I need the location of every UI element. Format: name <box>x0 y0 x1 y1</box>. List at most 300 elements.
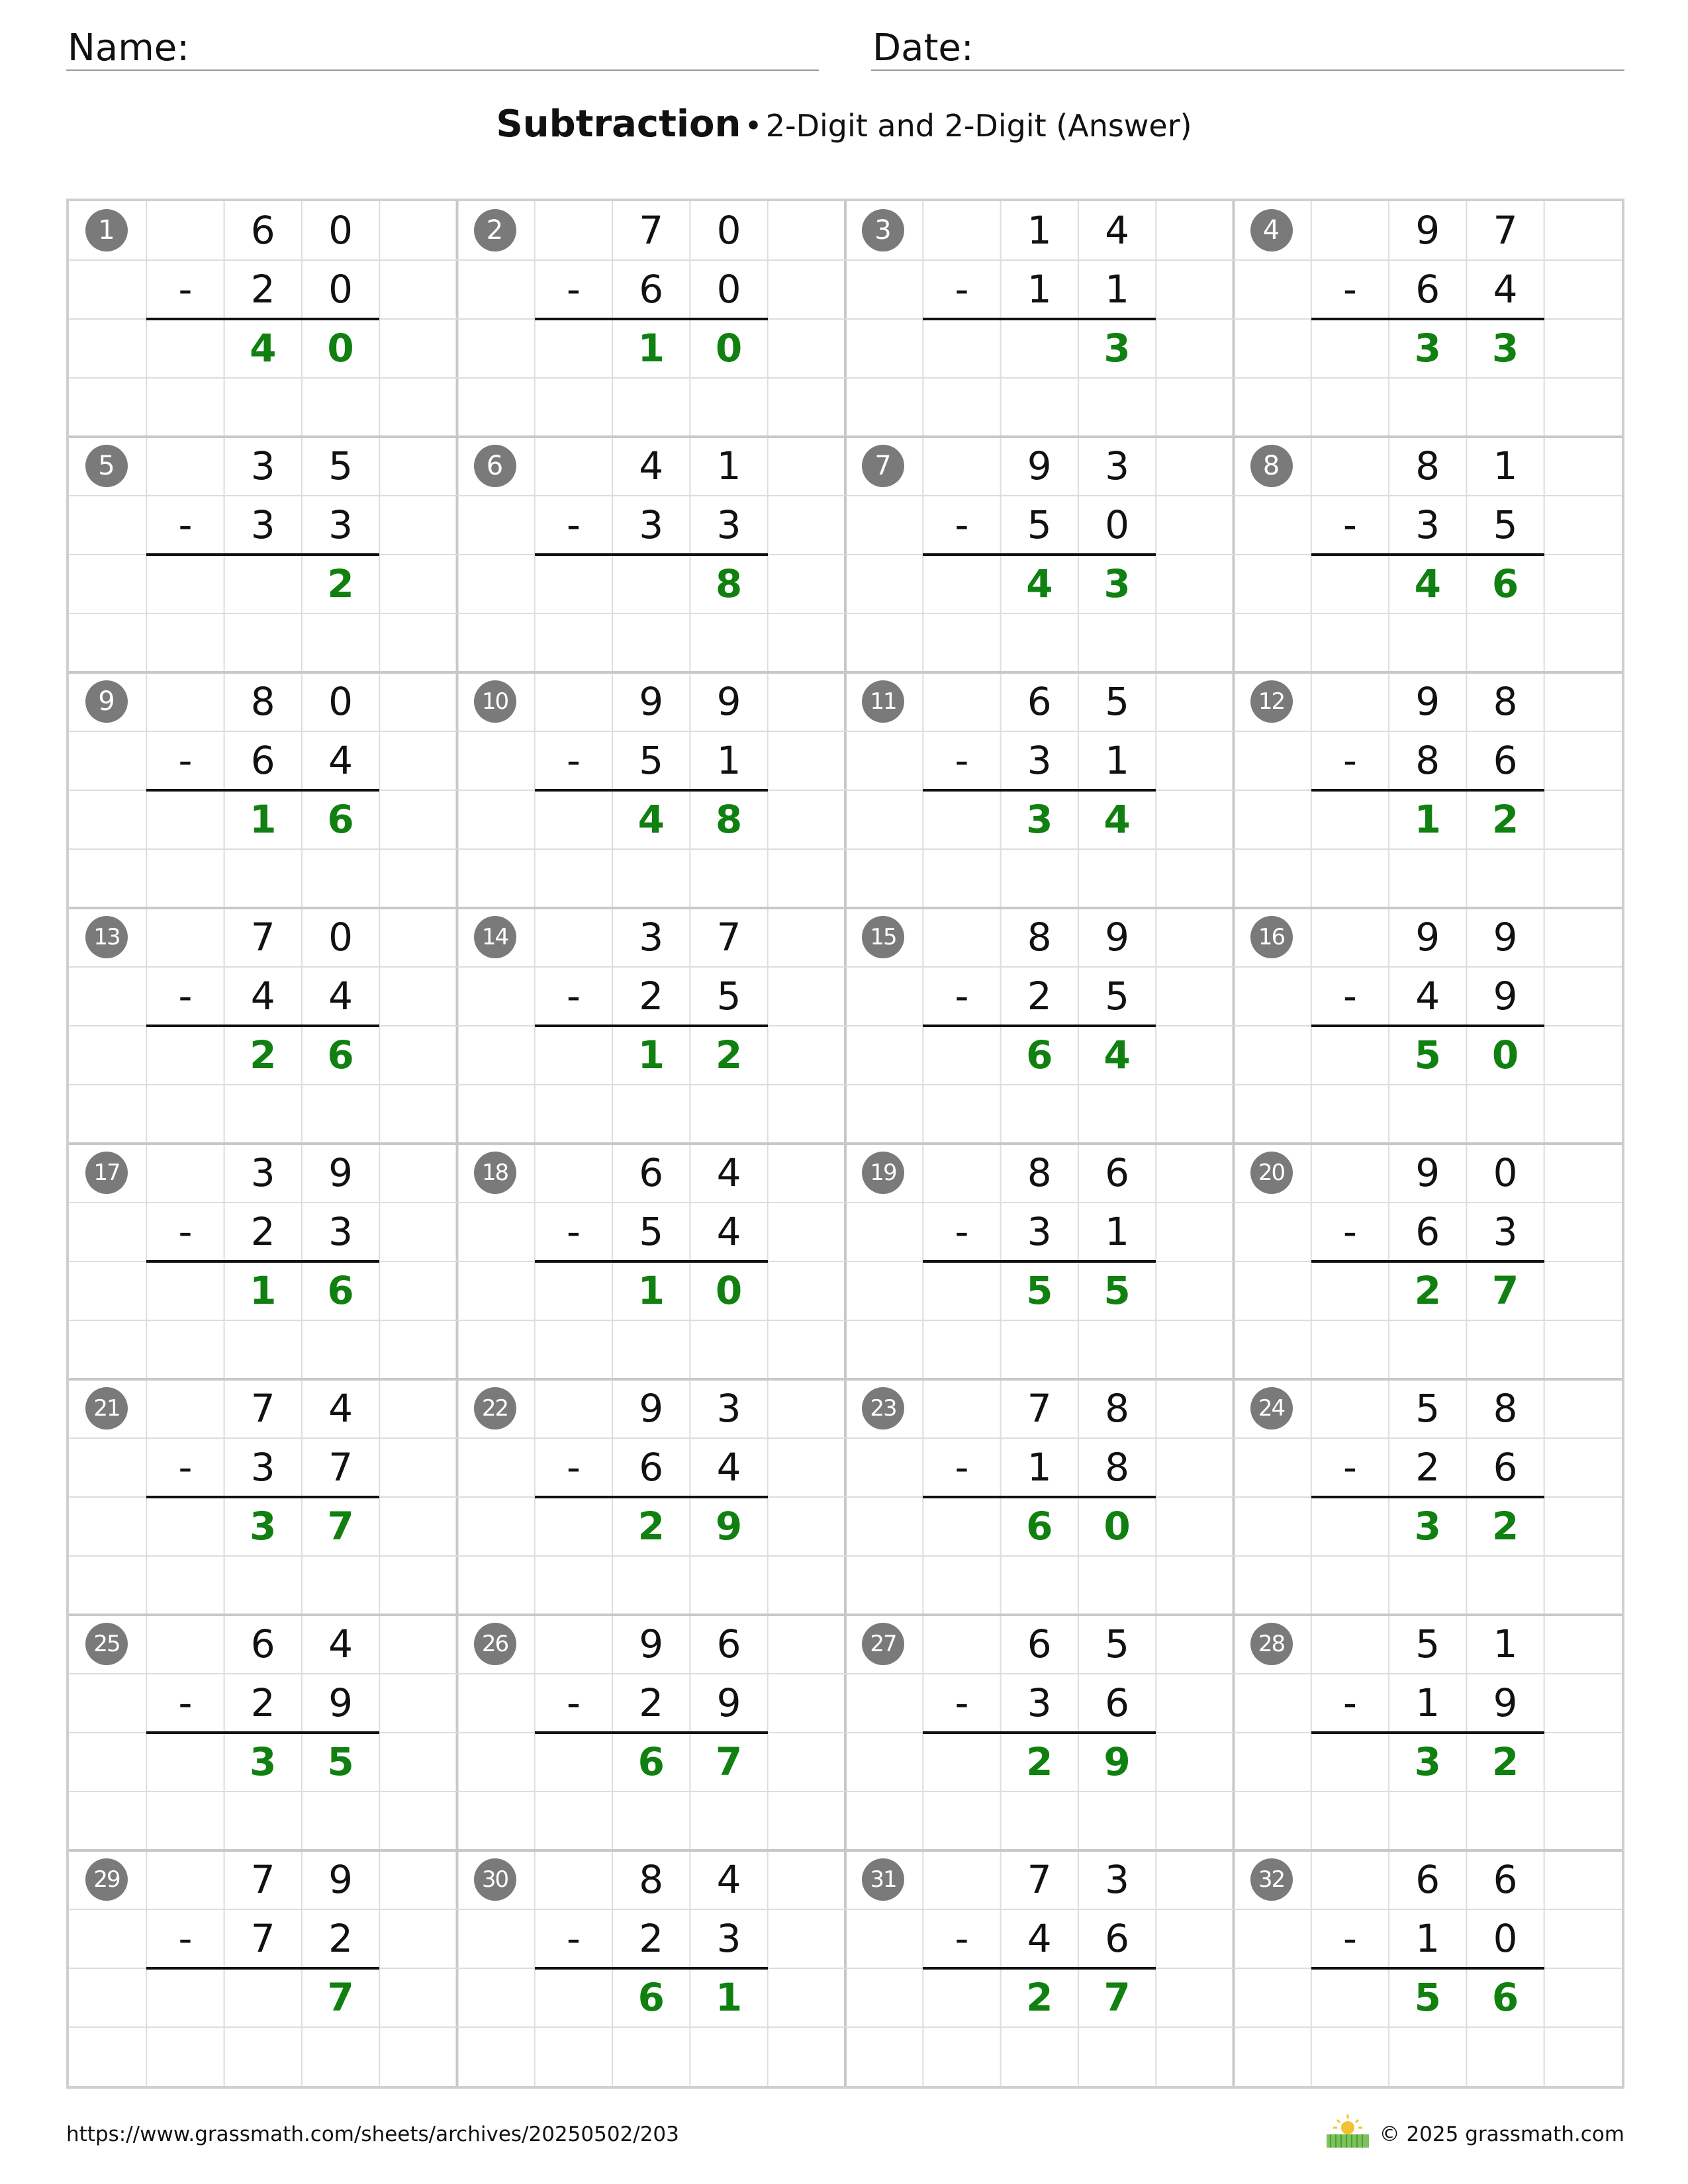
minus-sign: - <box>955 1209 969 1254</box>
subtrahend-digit: 4 <box>1415 974 1440 1019</box>
minus-sign: - <box>1342 267 1357 312</box>
answer-rule-line <box>1311 1967 1544 1970</box>
answer-digit <box>1001 319 1078 378</box>
answer-digit: 1 <box>637 1032 665 1077</box>
minus-sign: - <box>566 1445 581 1490</box>
minuend-digit: 0 <box>328 208 353 253</box>
problem-number-badge: 29 <box>85 1858 128 1901</box>
problem-number-badge: 14 <box>474 916 516 958</box>
minuend-digit: 9 <box>1415 915 1440 960</box>
answer-digit: 3 <box>1414 1504 1441 1549</box>
answer-digit: 0 <box>327 326 354 371</box>
answer-rule-line <box>923 1024 1156 1027</box>
minus-sign: - <box>566 267 581 312</box>
minus-sign: - <box>1342 738 1357 783</box>
answer-digit: 2 <box>1026 1975 1053 2020</box>
subtrahend-digit: 3 <box>250 502 275 547</box>
problem-number-badge: 2 <box>474 209 516 251</box>
problem-26 <box>457 1615 847 1851</box>
answer-rule-line <box>146 553 379 556</box>
problem-17 <box>69 1144 459 1380</box>
problem-number-badge: 17 <box>85 1152 128 1194</box>
name-field[interactable] <box>66 20 819 71</box>
answer-rule-line <box>535 1260 768 1263</box>
problem-number-badge: 3 <box>862 209 904 251</box>
answer-rule-line <box>535 789 768 792</box>
minuend-digit: 9 <box>716 679 741 724</box>
problem-number-badge: 26 <box>474 1623 516 1665</box>
minuend-digit: 1 <box>1027 208 1052 253</box>
minuend-digit: 6 <box>1027 679 1052 724</box>
subtrahend-digit: 5 <box>639 738 664 783</box>
problem-number-badge: 19 <box>862 1152 904 1194</box>
problem-number-badge: 32 <box>1250 1858 1293 1901</box>
subtrahend-digit: 5 <box>1027 502 1052 547</box>
minuend-digit: 9 <box>639 1621 664 1666</box>
problem-number-badge: 18 <box>474 1152 516 1194</box>
subtrahend-digit: 3 <box>1415 502 1440 547</box>
subtrahend-digit: 5 <box>1105 974 1129 1019</box>
subtrahend-digit: 6 <box>1493 1445 1518 1490</box>
minus-sign: - <box>1342 1680 1357 1725</box>
minuend-digit: 5 <box>1415 1621 1440 1666</box>
answer-digit: 6 <box>637 1739 665 1784</box>
problem-number-badge: 22 <box>474 1387 516 1430</box>
subtrahend-digit: 6 <box>639 1445 664 1490</box>
subtrahend-digit: 0 <box>716 267 741 312</box>
subtrahend-digit: 4 <box>716 1209 741 1254</box>
problem-4 <box>1234 201 1624 437</box>
answer-digit: 2 <box>1491 1504 1519 1549</box>
answer-digit: 5 <box>1026 1268 1053 1313</box>
subtrahend-digit: 3 <box>639 502 664 547</box>
problem-number-badge: 25 <box>85 1623 128 1665</box>
problem-25 <box>69 1615 459 1851</box>
minuend-digit: 0 <box>716 208 741 253</box>
problem-11 <box>845 672 1235 909</box>
problem-number-badge: 21 <box>85 1387 128 1430</box>
subtrahend-digit: 9 <box>1493 974 1518 1019</box>
minus-sign: - <box>1342 1209 1357 1254</box>
subtrahend-digit: 4 <box>250 974 275 1019</box>
minuend-digit: 6 <box>250 208 275 253</box>
problem-number-badge: 1 <box>85 209 128 251</box>
minuend-digit: 7 <box>1027 1857 1052 1902</box>
subtrahend-digit: 9 <box>1493 1680 1518 1725</box>
answer-rule-line <box>535 318 768 320</box>
grass-sun-icon <box>1324 2113 1372 2150</box>
problem-10 <box>457 672 847 909</box>
answer-digit: 1 <box>637 1268 665 1313</box>
answer-digit: 1 <box>1414 797 1441 842</box>
minus-sign: - <box>1342 1445 1357 1490</box>
minuend-digit: 9 <box>639 1386 664 1431</box>
answer-digit: 7 <box>327 1504 354 1549</box>
minuend-digit: 5 <box>1105 1621 1129 1666</box>
minus-sign: - <box>178 1916 193 1961</box>
answer-digit: 9 <box>1103 1739 1131 1784</box>
answer-digit: 2 <box>1414 1268 1441 1313</box>
minuend-digit: 0 <box>328 915 353 960</box>
minuend-digit: 7 <box>1027 1386 1052 1431</box>
subtrahend-digit: 7 <box>250 1916 275 1961</box>
minuend-digit: 5 <box>1105 679 1129 724</box>
subtrahend-digit: 4 <box>1027 1916 1052 1961</box>
subtrahend-digit: 1 <box>1105 1209 1129 1254</box>
subtrahend-digit: 2 <box>328 1916 353 1961</box>
minus-sign: - <box>566 1209 581 1254</box>
answer-digit: 6 <box>637 1975 665 2020</box>
subtrahend-digit: 9 <box>328 1680 353 1725</box>
subtrahend-digit: 4 <box>716 1445 741 1490</box>
subtrahend-digit: 2 <box>250 1680 275 1725</box>
answer-digit: 5 <box>1103 1268 1131 1313</box>
subtrahend-digit: 4 <box>1493 267 1518 312</box>
answer-digit: 6 <box>1491 1975 1519 2020</box>
minuend-digit: 6 <box>1493 1857 1518 1902</box>
answer-digit: 2 <box>715 1032 743 1077</box>
minuend-digit: 3 <box>716 1386 741 1431</box>
problem-number-badge: 12 <box>1250 680 1293 723</box>
minus-sign: - <box>566 1680 581 1725</box>
problem-number-badge: 4 <box>1250 209 1293 251</box>
subtrahend-digit: 0 <box>1493 1916 1518 1961</box>
answer-digit: 0 <box>715 326 743 371</box>
subtrahend-digit: 0 <box>328 267 353 312</box>
subtrahend-digit: 1 <box>1415 1916 1440 1961</box>
answer-digit: 0 <box>1491 1032 1519 1077</box>
minuend-digit: 7 <box>716 915 741 960</box>
answer-digit: 2 <box>1026 1739 1053 1784</box>
answer-rule-line <box>923 1967 1156 1970</box>
minuend-digit: 3 <box>639 915 664 960</box>
answer-digit: 6 <box>1026 1504 1053 1549</box>
problem-13 <box>69 908 459 1144</box>
answer-rule-line <box>1311 1731 1544 1734</box>
problem-14 <box>457 908 847 1144</box>
minuend-digit: 6 <box>1105 1150 1129 1195</box>
problem-number-badge: 24 <box>1250 1387 1293 1430</box>
minuend-digit: 4 <box>639 443 664 488</box>
answer-digit: 5 <box>327 1739 354 1784</box>
minus-sign: - <box>1342 502 1357 547</box>
problem-28 <box>1234 1615 1624 1851</box>
answer-rule-line <box>923 318 1156 320</box>
minuend-digit: 7 <box>1493 208 1518 253</box>
minuend-digit: 9 <box>1027 443 1052 488</box>
problem-number-badge: 31 <box>862 1858 904 1901</box>
minuend-digit: 1 <box>1493 443 1518 488</box>
minuend-digit: 9 <box>639 679 664 724</box>
problem-19 <box>845 1144 1235 1380</box>
subtrahend-digit: 6 <box>1415 267 1440 312</box>
subtrahend-digit: 3 <box>328 1209 353 1254</box>
minus-sign: - <box>178 1445 193 1490</box>
problem-5 <box>69 437 459 673</box>
answer-digit: 4 <box>1103 1032 1131 1077</box>
answer-rule-line <box>146 1496 379 1498</box>
minuend-digit: 5 <box>1415 1386 1440 1431</box>
title-subtitle: 2-Digit and 2-Digit (Answer) <box>765 108 1192 144</box>
minuend-digit: 0 <box>1493 1150 1518 1195</box>
answer-digit: 3 <box>250 1739 277 1784</box>
minus-sign: - <box>955 1445 969 1490</box>
minuend-digit: 6 <box>1027 1621 1052 1666</box>
answer-digit: 3 <box>1026 797 1053 842</box>
answer-digit: 1 <box>250 1268 277 1313</box>
minus-sign: - <box>178 738 193 783</box>
minuend-digit: 6 <box>639 1150 664 1195</box>
minus-sign: - <box>955 738 969 783</box>
minuend-digit: 7 <box>250 1386 275 1431</box>
subtrahend-digit: 2 <box>250 267 275 312</box>
minuend-digit: 8 <box>1027 1150 1052 1195</box>
answer-rule-line <box>146 1024 379 1027</box>
problem-number-badge: 16 <box>1250 916 1293 958</box>
subtrahend-digit: 7 <box>328 1445 353 1490</box>
problem-number-badge: 6 <box>474 445 516 487</box>
answer-digit: 4 <box>250 326 277 371</box>
subtrahend-digit: 2 <box>639 1680 664 1725</box>
minuend-digit: 9 <box>1493 915 1518 960</box>
problem-number-badge: 15 <box>862 916 904 958</box>
answer-digit: 4 <box>637 797 665 842</box>
answer-digit: 1 <box>250 797 277 842</box>
minus-sign: - <box>1342 974 1357 1019</box>
answer-digit: 2 <box>1491 1739 1519 1784</box>
minus-sign: - <box>178 267 193 312</box>
answer-digit: 6 <box>327 1032 354 1077</box>
subtrahend-digit: 5 <box>716 974 741 1019</box>
minuend-digit: 9 <box>328 1857 353 1902</box>
minuend-digit: 9 <box>1105 915 1129 960</box>
problem-2 <box>457 201 847 437</box>
footer-url: https://www.grassmath.com/sheets/archives/20250502/203 <box>66 2122 679 2146</box>
minuend-digit: 7 <box>639 208 664 253</box>
subtrahend-digit: 4 <box>328 974 353 1019</box>
answer-digit: 4 <box>1026 561 1053 606</box>
minuend-digit: 7 <box>250 915 275 960</box>
minuend-digit: 8 <box>1493 1386 1518 1431</box>
minuend-digit: 4 <box>716 1857 741 1902</box>
subtrahend-digit: 3 <box>328 502 353 547</box>
subtrahend-digit: 0 <box>1105 502 1129 547</box>
answer-rule-line <box>923 553 1156 556</box>
subtrahend-digit: 1 <box>716 738 741 783</box>
minuend-digit: 4 <box>1105 208 1129 253</box>
problem-number-badge: 9 <box>85 680 128 723</box>
answer-digit: 0 <box>715 1268 743 1313</box>
answer-rule-line <box>923 789 1156 792</box>
answer-digit: 6 <box>327 797 354 842</box>
minuend-digit: 4 <box>328 1386 353 1431</box>
subtrahend-digit: 6 <box>1415 1209 1440 1254</box>
answer-rule-line <box>146 789 379 792</box>
problem-32 <box>1234 1850 1624 2087</box>
minuend-digit: 4 <box>328 1621 353 1666</box>
problem-6 <box>457 437 847 673</box>
answer-rule-line <box>1311 553 1544 556</box>
answer-rule-line <box>923 1260 1156 1263</box>
problem-7 <box>845 437 1235 673</box>
problem-3 <box>845 201 1235 437</box>
minuend-digit: 3 <box>1105 443 1129 488</box>
answer-digit: 2 <box>1491 797 1519 842</box>
minus-sign: - <box>566 974 581 1019</box>
answer-rule-line <box>923 1731 1156 1734</box>
answer-digit: 2 <box>637 1504 665 1549</box>
minus-sign: - <box>178 502 193 547</box>
problem-number-badge: 23 <box>862 1387 904 1430</box>
problem-15 <box>845 908 1235 1144</box>
answer-digit: 6 <box>1026 1032 1053 1077</box>
subtrahend-digit: 6 <box>639 267 664 312</box>
answer-rule-line <box>146 1967 379 1970</box>
problem-29 <box>69 1850 459 2087</box>
date-field[interactable] <box>871 20 1624 71</box>
minuend-digit: 8 <box>639 1857 664 1902</box>
answer-digit: 7 <box>1491 1268 1519 1313</box>
minus-sign: - <box>955 267 969 312</box>
subtrahend-digit: 1 <box>1105 267 1129 312</box>
minuend-digit: 8 <box>1415 443 1440 488</box>
answer-rule-line <box>1311 789 1544 792</box>
answer-digit: 8 <box>715 797 743 842</box>
problem-30 <box>457 1850 847 2087</box>
subtrahend-digit: 2 <box>1415 1445 1440 1490</box>
minuend-digit: 7 <box>250 1857 275 1902</box>
answer-digit: 3 <box>1414 1739 1441 1784</box>
answer-digit: 5 <box>1414 1975 1441 2020</box>
minus-sign: - <box>566 502 581 547</box>
minuend-digit: 6 <box>1415 1857 1440 1902</box>
problem-number-badge: 5 <box>85 445 128 487</box>
subtrahend-digit: 8 <box>1105 1445 1129 1490</box>
answer-rule-line <box>146 1260 379 1263</box>
answer-digit: 3 <box>250 1504 277 1549</box>
answer-digit: 7 <box>1103 1975 1131 2020</box>
date-label: Date: <box>872 26 974 69</box>
answer-digit: 2 <box>250 1032 277 1077</box>
subtrahend-digit: 4 <box>328 738 353 783</box>
subtrahend-digit: 3 <box>1493 1209 1518 1254</box>
answer-digit <box>224 555 302 614</box>
title-separator: • <box>744 108 763 144</box>
answer-digit: 9 <box>715 1504 743 1549</box>
answer-rule-line <box>535 1024 768 1027</box>
answer-digit: 7 <box>327 1975 354 2020</box>
minuend-digit: 8 <box>1105 1386 1129 1431</box>
problem-18 <box>457 1144 847 1380</box>
problem-1 <box>69 201 459 437</box>
minuend-digit: 3 <box>250 443 275 488</box>
subtrahend-digit: 5 <box>639 1209 664 1254</box>
answer-digit <box>224 1968 302 2027</box>
subtrahend-digit: 6 <box>1105 1916 1129 1961</box>
answer-digit: 4 <box>1414 561 1441 606</box>
answer-rule-line <box>1311 1496 1544 1498</box>
answer-digit: 0 <box>1103 1504 1131 1549</box>
problem-number-badge: 28 <box>1250 1623 1293 1665</box>
subtrahend-digit: 2 <box>1027 974 1052 1019</box>
answer-rule-line <box>535 1496 768 1498</box>
minus-sign: - <box>1342 1916 1357 1961</box>
answer-digit: 5 <box>1414 1032 1441 1077</box>
problem-9 <box>69 672 459 909</box>
subtrahend-digit: 3 <box>1027 1680 1052 1725</box>
answer-digit: 1 <box>715 1975 743 2020</box>
problem-31 <box>845 1850 1235 2087</box>
problem-number-badge: 7 <box>862 445 904 487</box>
problem-16 <box>1234 908 1624 1144</box>
subtrahend-digit: 3 <box>1027 1209 1052 1254</box>
answer-digit <box>612 555 690 614</box>
answer-rule-line <box>923 1496 1156 1498</box>
answer-digit: 3 <box>1103 326 1131 371</box>
minus-sign: - <box>178 1680 193 1725</box>
subtrahend-digit: 6 <box>1105 1680 1129 1725</box>
minus-sign: - <box>566 738 581 783</box>
subtrahend-digit: 2 <box>639 974 664 1019</box>
subtrahend-digit: 3 <box>1027 738 1052 783</box>
subtrahend-digit: 1 <box>1027 1445 1052 1490</box>
subtrahend-digit: 3 <box>716 1916 741 1961</box>
minus-sign: - <box>566 1916 581 1961</box>
answer-digit: 6 <box>327 1268 354 1313</box>
problem-27 <box>845 1615 1235 1851</box>
minuend-digit: 8 <box>1027 915 1052 960</box>
minuend-digit: 9 <box>328 1150 353 1195</box>
answer-rule-line <box>1311 1260 1544 1263</box>
minus-sign: - <box>955 1916 969 1961</box>
answer-rule-line <box>146 318 379 320</box>
problem-number-badge: 10 <box>474 680 516 723</box>
subtrahend-digit: 2 <box>250 1209 275 1254</box>
subtrahend-digit: 1 <box>1105 738 1129 783</box>
footer-copyright: © 2025 grassmath.com <box>1379 2122 1624 2146</box>
subtrahend-digit: 6 <box>250 738 275 783</box>
answer-rule-line <box>535 553 768 556</box>
minuend-digit: 9 <box>1415 1150 1440 1195</box>
problem-number-badge: 11 <box>862 680 904 723</box>
answer-rule-line <box>535 1731 768 1734</box>
minus-sign: - <box>955 502 969 547</box>
answer-digit: 3 <box>1414 326 1441 371</box>
problem-8 <box>1234 437 1624 673</box>
minus-sign: - <box>955 974 969 1019</box>
subtrahend-digit: 2 <box>639 1916 664 1961</box>
answer-digit: 7 <box>715 1739 743 1784</box>
minuend-digit: 8 <box>250 679 275 724</box>
subtrahend-digit: 1 <box>1027 267 1052 312</box>
problem-number-badge: 8 <box>1250 445 1293 487</box>
worksheet-title <box>0 103 1688 146</box>
minus-sign: - <box>178 974 193 1019</box>
answer-digit: 8 <box>715 561 743 606</box>
minuend-digit: 3 <box>250 1150 275 1195</box>
minuend-digit: 3 <box>1105 1857 1129 1902</box>
subtrahend-digit: 5 <box>1493 502 1518 547</box>
answer-rule-line <box>146 1731 379 1734</box>
minuend-digit: 1 <box>716 443 741 488</box>
answer-digit: 3 <box>1491 326 1519 371</box>
problem-12 <box>1234 672 1624 909</box>
answer-digit: 3 <box>1103 561 1131 606</box>
answer-digit: 6 <box>1491 561 1519 606</box>
problem-number-badge: 27 <box>862 1623 904 1665</box>
minus-sign: - <box>955 1680 969 1725</box>
minuend-digit: 6 <box>716 1621 741 1666</box>
